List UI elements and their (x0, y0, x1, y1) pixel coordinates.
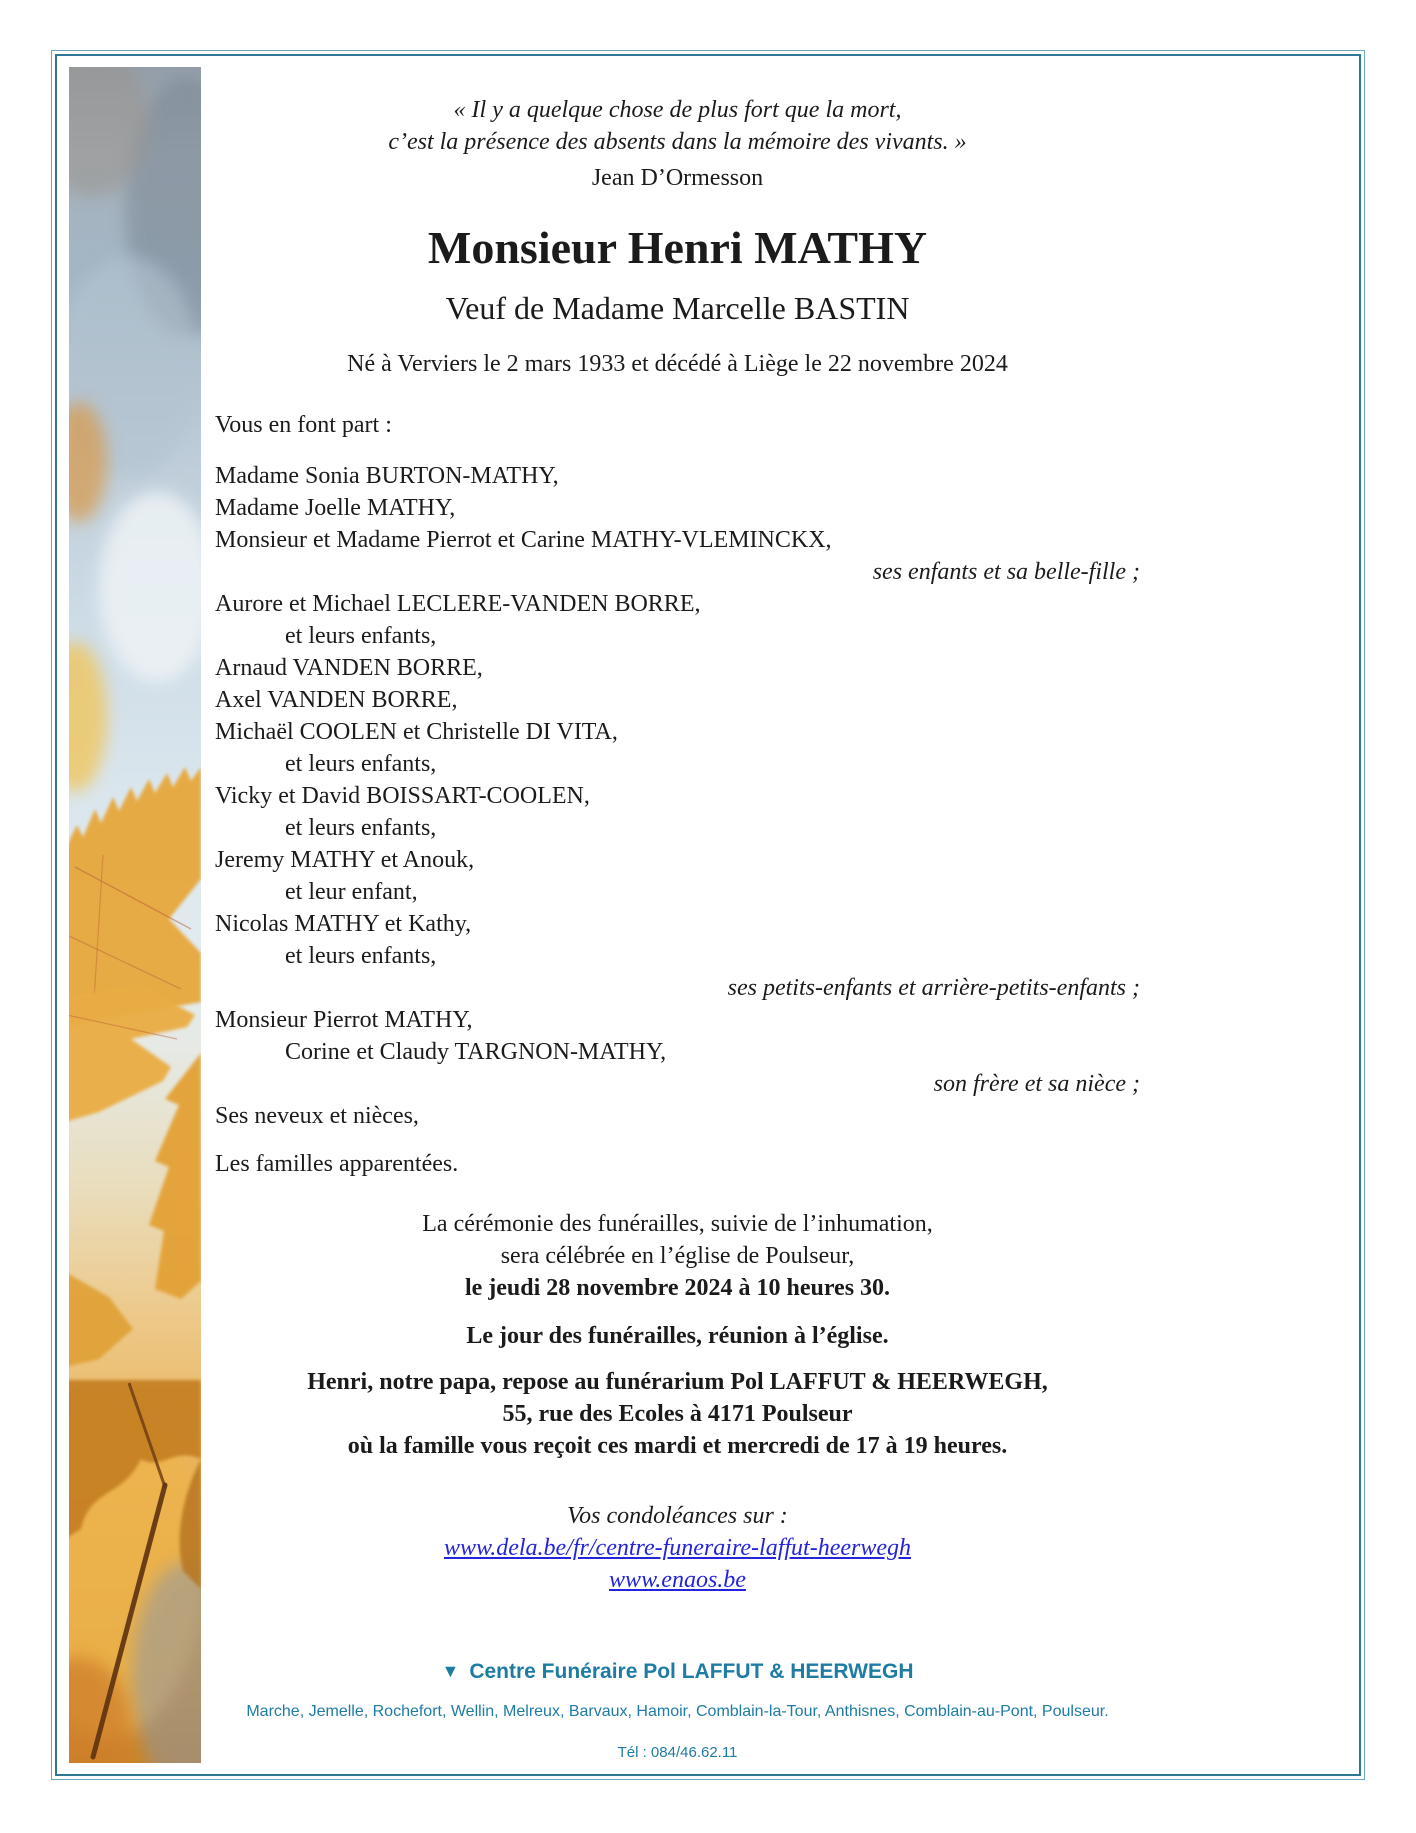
repose-line-1: Henri, notre papa, repose au funérarium Pol LAFFUT & HEERWEGH, (307, 1369, 1048, 1395)
life-dates: Né à Verviers le 2 mars 1933 et décédé à Liège le 22 novembre 2024 (347, 351, 1008, 377)
family-list (215, 460, 1140, 1180)
funeral-home-locations: Marche, Jemelle, Rochefort, Wellin, Melreux, Barvaux, Hamoir, Comblain-la-Tour, Anthisnes, Comblain-au-Pont, Poulseur. (246, 1703, 1109, 1720)
family-line: Michaël COOLEN et Christelle DI VITA, (215, 719, 618, 745)
family-line: Jeremy MATHY et Anouk, (215, 847, 475, 873)
condolences-link-enaos[interactable]: www.enaos.be (609, 1567, 746, 1593)
triangle-down-icon: ▼ (441, 1661, 460, 1681)
family-line: Arnaud VANDEN BORRE, (215, 655, 483, 681)
family-line: et leurs enfants, (285, 751, 437, 777)
family-line: et leurs enfants, (285, 815, 437, 841)
repose-line-2: 55, rue des Ecoles à 4171 Poulseur (502, 1401, 853, 1427)
opening-quote (215, 94, 1140, 194)
family-line: Aurore et Michael LECLERE-VANDEN BORRE, (215, 591, 701, 617)
repose-info (215, 1366, 1140, 1462)
deceased-relation: Veuf de Madame Marcelle BASTIN (445, 290, 910, 326)
ceremony-info (215, 1208, 1140, 1304)
relation-label: son frère et sa nièce ; (933, 1071, 1140, 1097)
family-line: Madame Joelle MATHY, (215, 495, 456, 521)
family-line: Monsieur et Madame Pierrot et Carine MATHY-VLEMINCKX, (215, 527, 832, 553)
condolences (215, 1500, 1140, 1596)
funeral-home-heading (215, 1658, 1140, 1686)
family-line: Vicky et David BOISSART-COOLEN, (215, 783, 590, 809)
relation-label: ses petits-enfants et arrière-petits-enfants ; (727, 975, 1140, 1001)
family-line: et leur enfant, (285, 879, 418, 905)
family-line: Nicolas MATHY et Kathy, (215, 911, 472, 937)
quote-line-1: « Il y a quelque chose de plus fort que la mort, (453, 97, 902, 123)
funeral-home-name: Centre Funéraire Pol LAFFUT & HEERWEGH (469, 1660, 914, 1683)
deceased-name: Monsieur Henri MATHY (427, 222, 928, 273)
ceremony-datetime: le jeudi 28 novembre 2024 à 10 heures 30. (464, 1275, 891, 1301)
condolences-label: Vos condoléances sur : (567, 1503, 788, 1529)
family-line: et leurs enfants, (285, 943, 437, 969)
quote-line-2: c’est la présence des absents dans la mémoire des vivants. » (388, 129, 967, 155)
family-line: Axel VANDEN BORRE, (215, 687, 458, 713)
relation-label: ses enfants et sa belle-fille ; (872, 559, 1140, 585)
funeral-home-phone: Tél : 084/46.62.11 (617, 1744, 738, 1761)
family-line: Ses neveux et nièces, (215, 1103, 419, 1129)
autumn-leaves-photo (69, 67, 201, 1763)
family-line: Madame Sonia BURTON-MATHY, (215, 463, 559, 489)
family-line: et leurs enfants, (285, 623, 437, 649)
condolences-link-dela[interactable]: www.dela.be/fr/centre-funeraire-laffut-heerwegh (443, 1535, 911, 1561)
repose-line-3: où la famille vous reçoit ces mardi et mercredi de 17 à 19 heures. (347, 1433, 1008, 1459)
announcement-intro: Vous en font part : (215, 412, 392, 438)
family-line: Corine et Claudy TARGNON-MATHY, (285, 1039, 667, 1065)
ceremony-line-2: sera célébrée en l’église de Poulseur, (500, 1243, 855, 1269)
quote-author: Jean D’Ormesson (591, 165, 764, 191)
family-line: Les familles apparentées. (215, 1151, 459, 1177)
ceremony-line-1: La cérémonie des funérailles, suivie de l’inhumation, (422, 1211, 933, 1237)
family-line: Monsieur Pierrot MATHY, (215, 1007, 473, 1033)
meeting-info: Le jour des funérailles, réunion à l’église. (466, 1323, 889, 1349)
